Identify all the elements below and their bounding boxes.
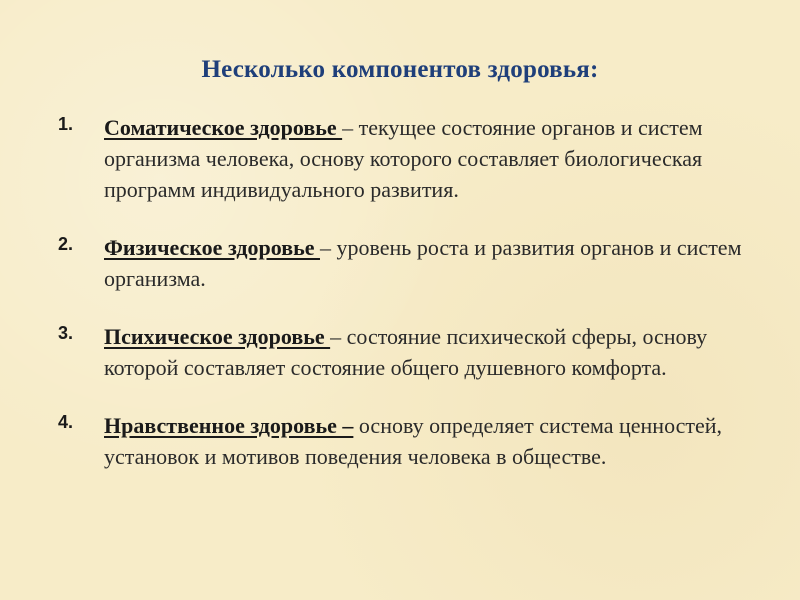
list-item-text: [104, 112, 770, 205]
list-item-number: 2.: [58, 234, 74, 254]
list-item-text: [104, 410, 770, 472]
numbered-list: [58, 112, 770, 499]
list-item-definition: – текущее состояние органов и систем организма человека, основу которого составляет биологическая программ индивидуального развития.: [104, 115, 703, 202]
list-item-term: Физическое здоровье: [104, 235, 320, 260]
list-item-definition: – состояние психической сферы, основу которой составляет состояние общего душевного комфорта.: [104, 324, 708, 380]
list-item-text: [104, 321, 770, 383]
list-item-physical: [58, 232, 770, 294]
slide-title: Несколько компонентов здоровья:: [201, 56, 599, 83]
list-item-term: Психическое здоровье: [104, 324, 331, 349]
list-item-number: 3.: [58, 323, 74, 343]
list-item-number: 1.: [58, 114, 74, 134]
list-item-text: [104, 232, 770, 294]
list-item-term: Соматическое здоровье: [104, 115, 343, 140]
list-item-definition: основу определяет система ценностей, установок и мотивов поведения человека в обществе.: [104, 413, 723, 469]
list-item-definition: – уровень роста и развития органов и систем организма.: [104, 235, 742, 291]
list-item-somatic: [58, 112, 770, 205]
list-item-moral: [58, 410, 770, 472]
list-item-number: 4.: [58, 412, 74, 432]
list-item-mental: [58, 321, 770, 383]
list-item-term: Нравственное здоровье –: [104, 413, 354, 438]
